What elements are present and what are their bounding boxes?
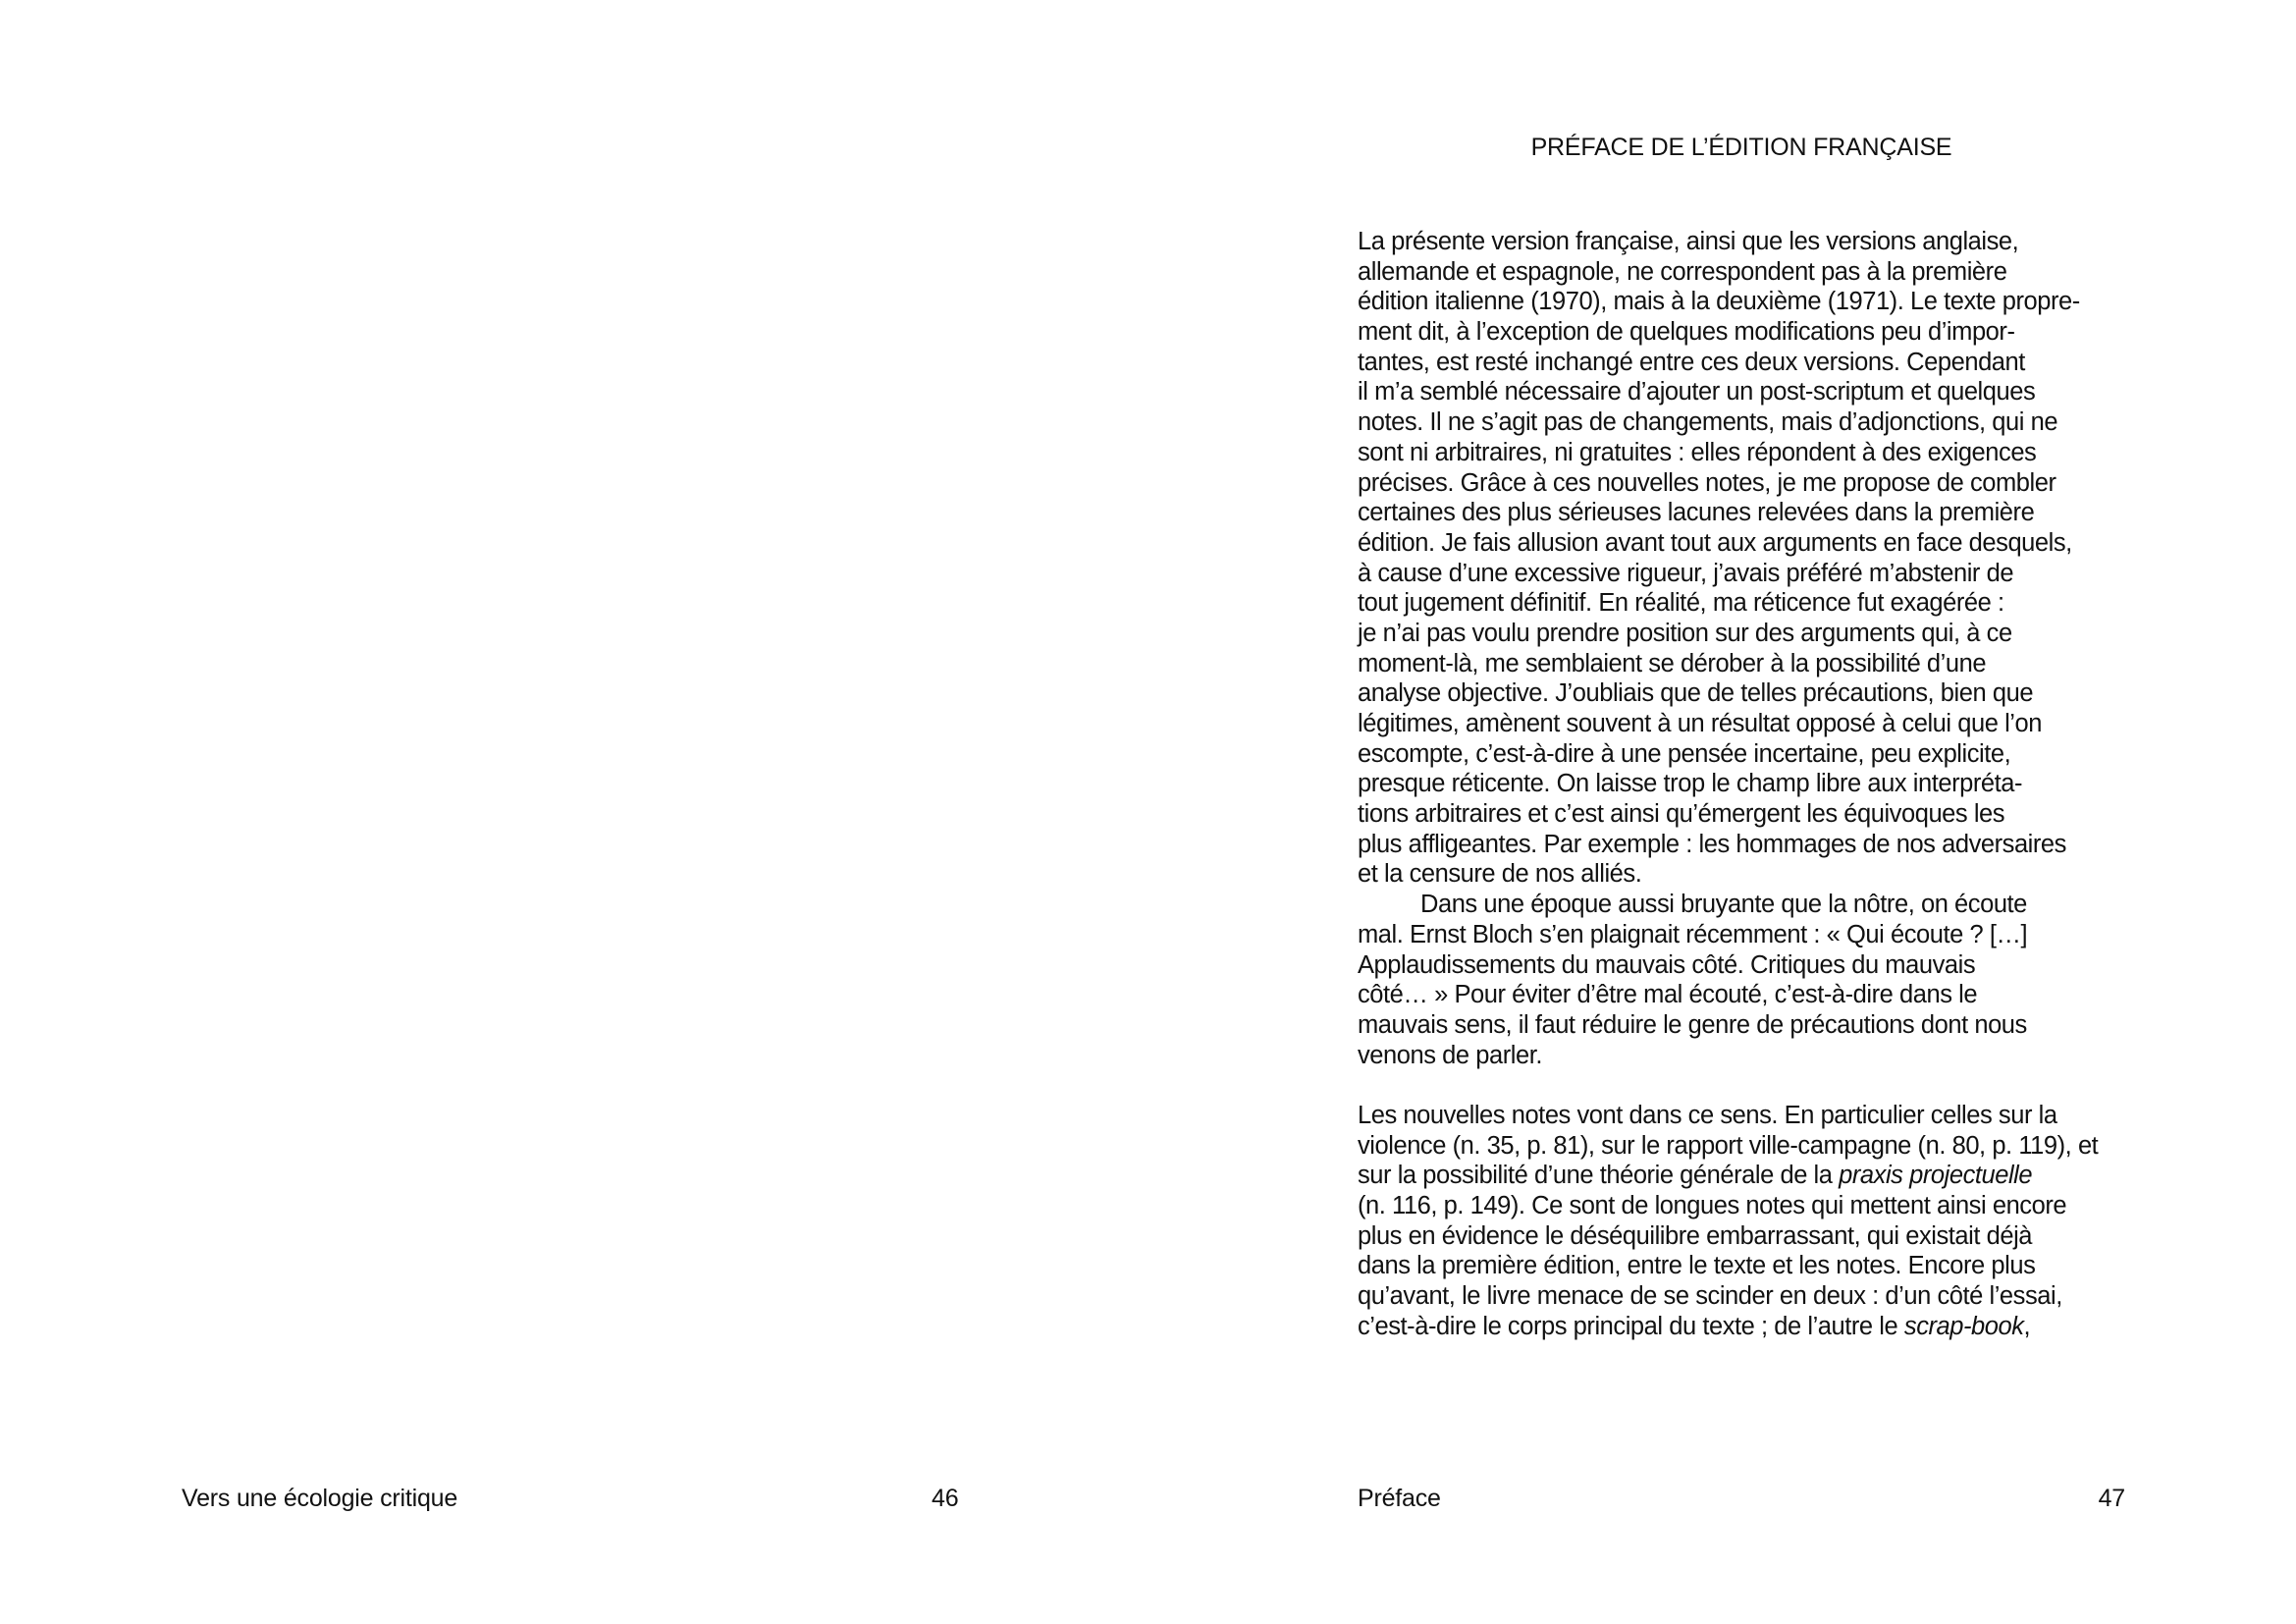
left-page-number: 46 — [932, 1485, 959, 1512]
text-line — [1358, 950, 2143, 981]
text-run: escompte, c’est-à-dire à une pensée incertaine, peu explicite, — [1358, 739, 2011, 768]
text-line — [1358, 920, 2143, 950]
text-run: c’est-à-dire le corps principal du texte ; de l’autre le — [1358, 1312, 1904, 1340]
text-run: , — [2023, 1312, 2031, 1340]
text-line — [1358, 1281, 2143, 1312]
text-run: et la censure de nos alliés. — [1358, 860, 1642, 889]
text-run: tions arbitraires et c’est ainsi qu’émergent les équivoques les — [1358, 800, 2005, 829]
text-run: édition italienne (1970), mais à la deuxième (1971). Le texte propre- — [1358, 288, 2080, 316]
text-run: je n’ai pas voulu prendre position sur des arguments qui, à ce — [1358, 619, 2012, 647]
text-run: dans la première édition, entre le texte et les notes. Encore plus — [1358, 1252, 2036, 1280]
text-line — [1358, 257, 2143, 288]
text-run: ment dit, à l’exception de quelques modifications peu d’impor- — [1358, 318, 2015, 347]
text-line — [1358, 1191, 2143, 1221]
text-line — [1358, 407, 2143, 438]
text-run: mal. Ernst Bloch s’en plaignait récemment : « Qui écoute ? […] — [1358, 920, 2028, 948]
text-run: (n. 116, p. 149). Ce sont de longues notes qui mettent ainsi encore — [1358, 1192, 2067, 1219]
body-text — [1358, 227, 2143, 1341]
text-line — [1358, 377, 2143, 407]
text-line — [1358, 559, 2143, 589]
text-run: il m’a semblé nécessaire d’ajouter un post-scriptum et quelques — [1358, 378, 2036, 406]
text-line — [1358, 1251, 2143, 1281]
text-run: notes. Il ne s’agit pas de changements, mais d’adjonctions, qui ne — [1358, 408, 2058, 437]
text-line — [1358, 1041, 2143, 1071]
text-line — [1358, 619, 2143, 649]
text-run: moment-là, me semblaient se dérober à la possibilité d’une — [1358, 649, 1987, 677]
text-line — [1358, 1221, 2143, 1252]
text-run: plus en évidence le déséquilibre embarrassant, qui existait déjà — [1358, 1221, 2033, 1250]
text-run: légitimes, amènent souvent à un résultat opposé à celui que l’on — [1358, 710, 2042, 737]
text-line — [1358, 1312, 2143, 1342]
text-line — [1358, 980, 2143, 1010]
text-run: Applaudissements du mauvais côté. Critiques du mauvais — [1358, 950, 1976, 979]
text-line — [1358, 1131, 2143, 1162]
text-line — [1358, 830, 2143, 860]
text-line — [1358, 1010, 2143, 1041]
text-run: allemande et espagnole, ne correspondent pas à la première — [1358, 257, 2007, 286]
text-run: mauvais sens, il faut réduire le genre de précautions dont nous — [1358, 1010, 2027, 1039]
text-run: tout jugement définitif. En réalité, ma réticence fut exagérée : — [1358, 589, 2004, 618]
text-line — [1358, 1101, 2143, 1131]
text-line — [1358, 890, 2143, 920]
text-run: venons de parler. — [1358, 1041, 1542, 1069]
text-line — [1358, 528, 2143, 559]
text-run: à cause d’une excessive rigueur, j’avais préféré m’abstenir de — [1358, 559, 2014, 587]
text-line — [1358, 348, 2143, 378]
paragraph-break — [1358, 1070, 2143, 1101]
text-line — [1358, 468, 2143, 499]
right-page-number: 47 — [2098, 1485, 2125, 1512]
text-line — [1358, 227, 2143, 257]
text-line — [1358, 317, 2143, 348]
text-run: Dans une époque aussi bruyante que la nôtre, on écoute — [1420, 891, 2027, 919]
text-run: édition. Je fais allusion avant tout aux arguments en face desquels, — [1358, 528, 2072, 557]
text-run: plus affligeantes. Par exemple : les hommages de nos adversaires — [1358, 830, 2066, 858]
text-run: côté… » Pour éviter d’être mal écouté, c’est-à-dire dans le — [1358, 981, 1978, 1009]
text-line — [1358, 438, 2143, 468]
text-run: Les nouvelles notes vont dans ce sens. En particulier celles sur la — [1358, 1101, 2057, 1129]
left-footer-title: Vers une écologie critique — [182, 1485, 458, 1512]
text-line — [1358, 1161, 2143, 1191]
text-line — [1358, 799, 2143, 830]
text-line — [1358, 649, 2143, 679]
text-run: sont ni arbitraires, ni gratuites : elles répondent à des exigences — [1358, 438, 2037, 466]
italic-text: scrap-book — [1903, 1312, 2024, 1340]
text-line — [1358, 709, 2143, 739]
text-line — [1358, 287, 2143, 317]
text-line — [1358, 859, 2143, 890]
text-line — [1358, 498, 2143, 528]
text-run: analyse objective. J’oubliais que de telles précautions, bien que — [1358, 679, 2034, 708]
text-run: qu’avant, le livre menace de se scinder en deux : d’un côté l’essai, — [1358, 1282, 2062, 1311]
text-line — [1358, 678, 2143, 709]
italic-text: praxis projectuelle — [1839, 1162, 2033, 1190]
text-run: presque réticente. On laisse trop le champ libre aux interpréta- — [1358, 770, 2023, 798]
text-run: certaines des plus sérieuses lacunes relevées dans la première — [1358, 499, 2035, 527]
text-run: précises. Grâce à ces nouvelles notes, je me propose de combler — [1358, 468, 2056, 497]
running-head: PRÉFACE DE L’ÉDITION FRANÇAISE — [1530, 134, 1952, 161]
text-run: violence (n. 35, p. 81), sur le rapport ville-campagne (n. 80, p. 119), et — [1358, 1131, 2099, 1160]
text-line — [1358, 769, 2143, 799]
text-run: sur la possibilité d’une théorie générale de la — [1358, 1162, 1840, 1190]
text-line — [1358, 588, 2143, 619]
right-footer-title: Préface — [1358, 1485, 1441, 1512]
text-run: tantes, est resté inchangé entre ces deux versions. Cependant — [1358, 348, 2025, 376]
text-run: La présente version française, ainsi que les versions anglaise, — [1358, 228, 2019, 255]
text-line — [1358, 739, 2143, 770]
